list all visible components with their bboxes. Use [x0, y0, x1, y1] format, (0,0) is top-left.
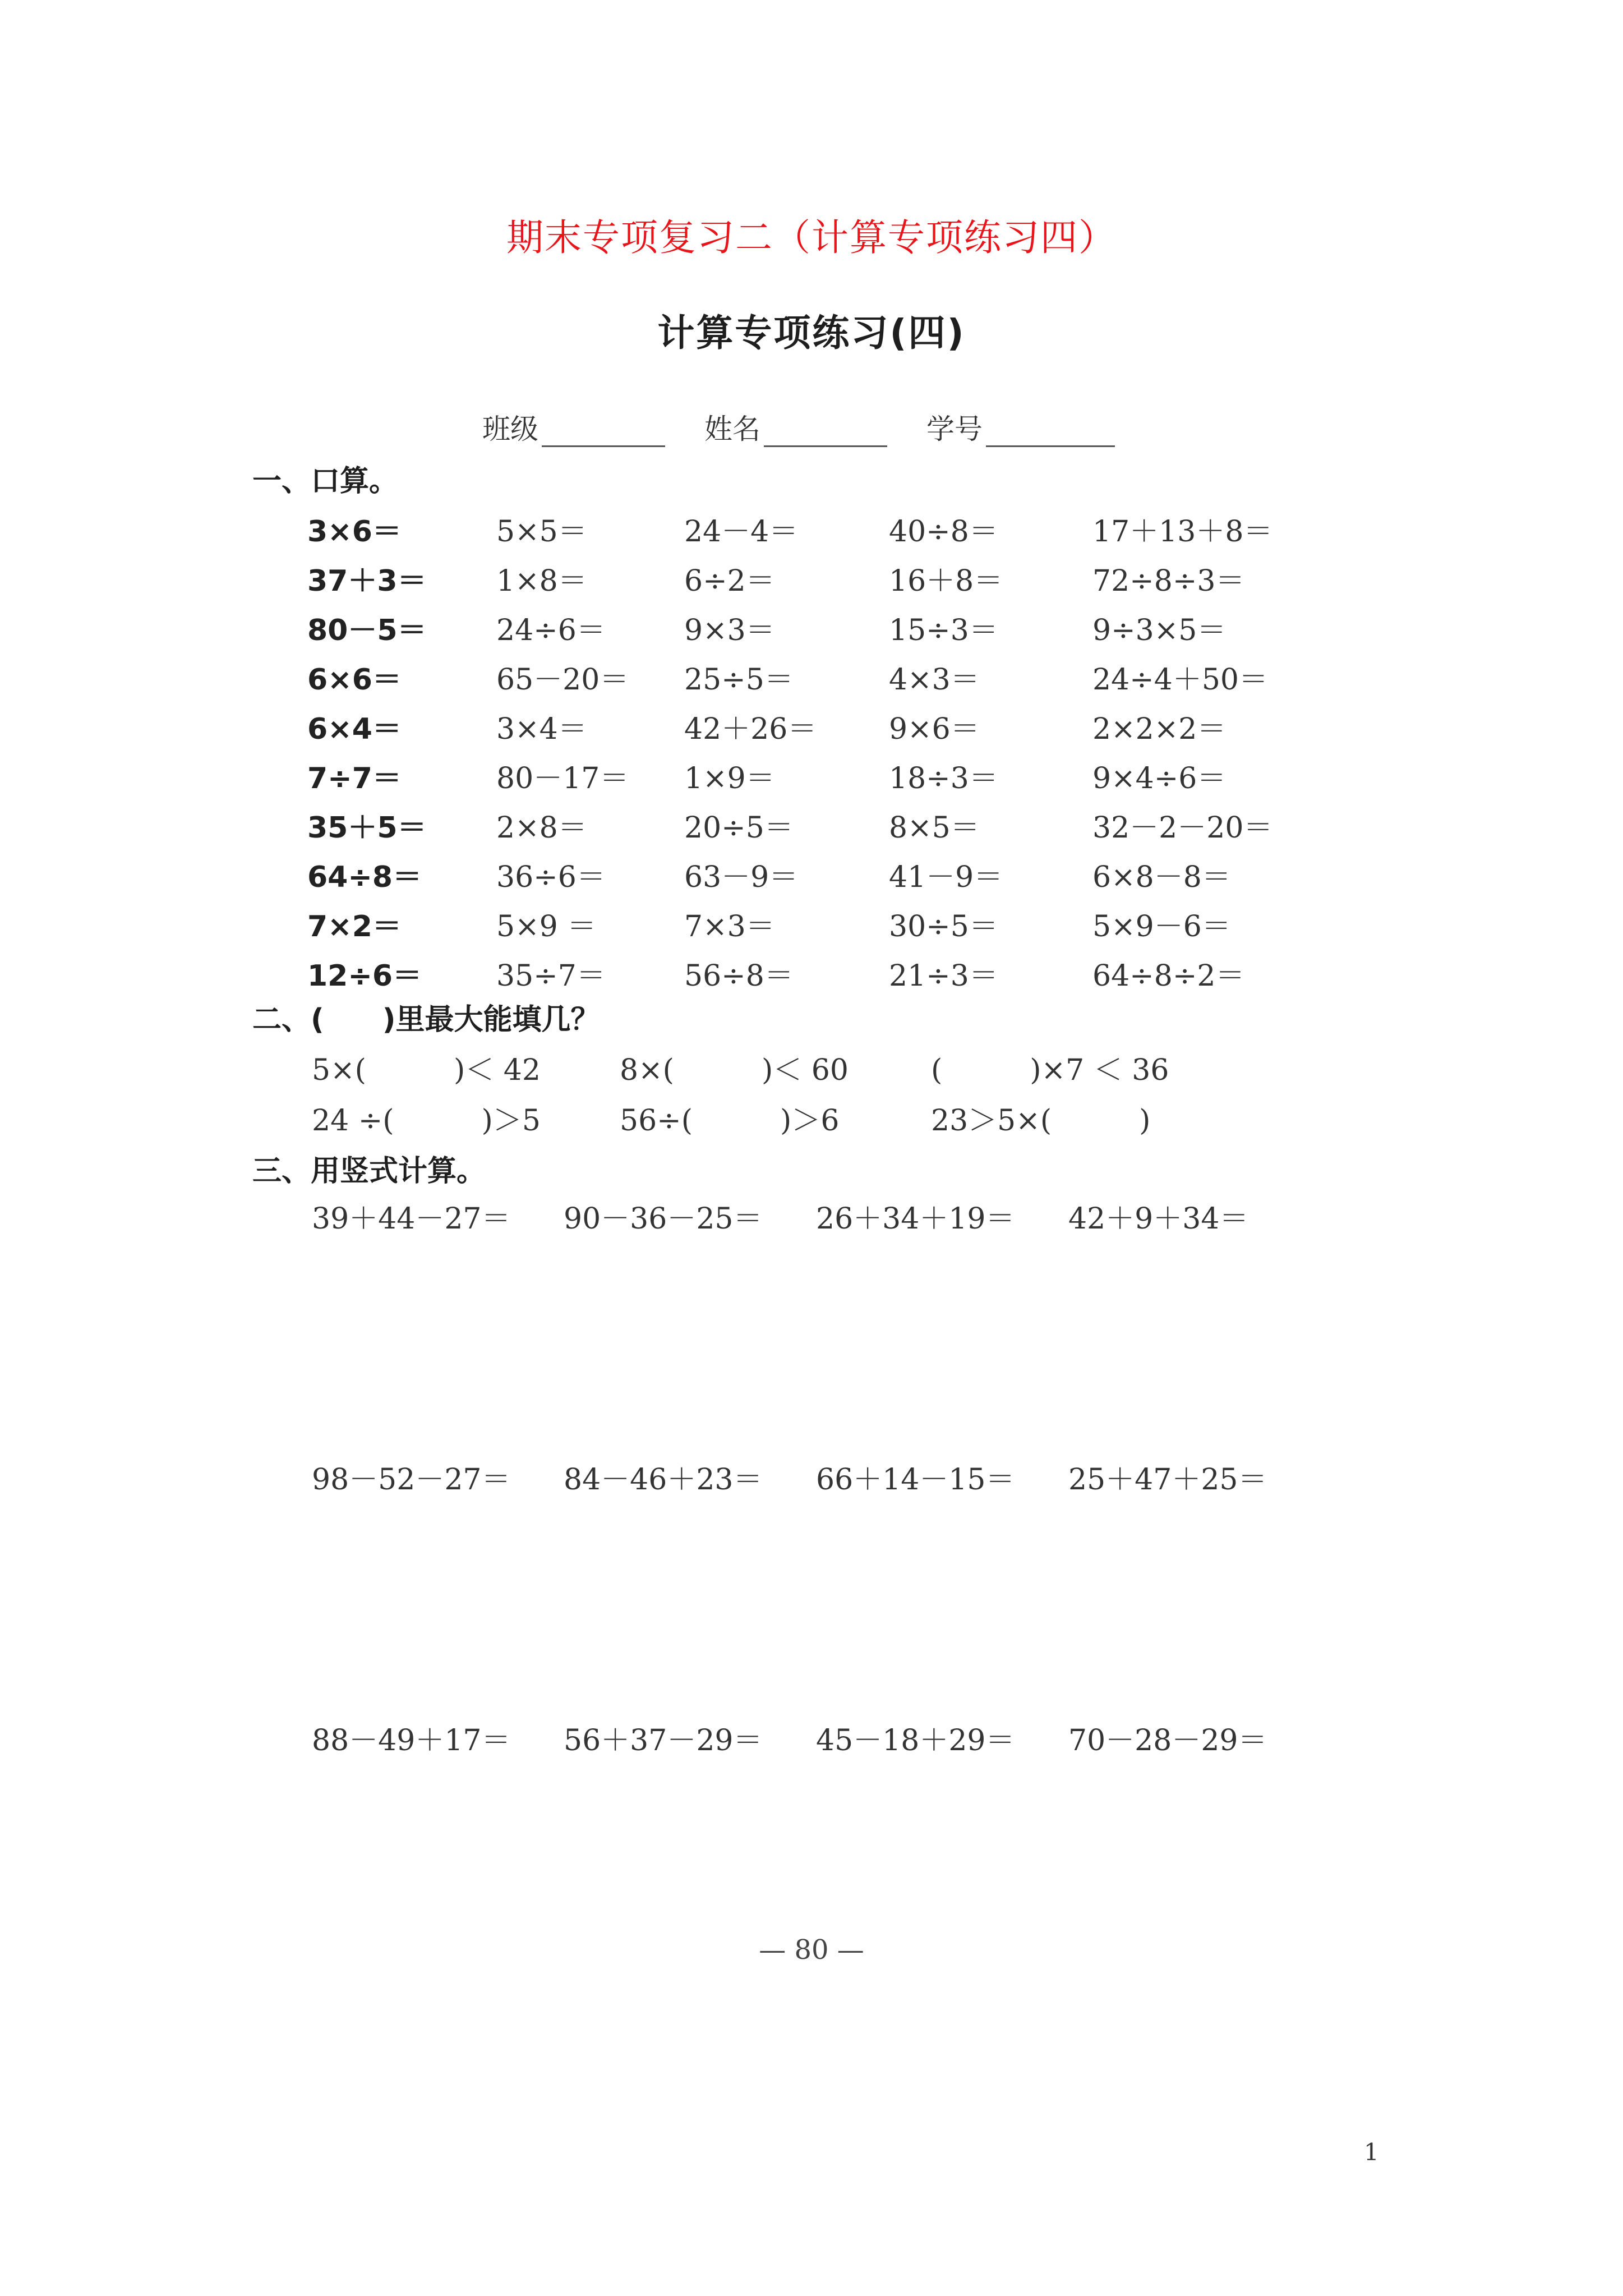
problem-item: 8×( )＜ 60 — [620, 1053, 849, 1087]
problem-item: 3×4＝ — [496, 712, 587, 746]
problem-item: 5×( )＜ 42 — [312, 1053, 541, 1087]
student-info-row — [482, 407, 1115, 447]
problem-item: 41－9＝ — [889, 861, 1003, 894]
problem-item: 98－52－27＝ — [312, 1463, 511, 1497]
problem-item: 6×4＝ — [307, 712, 402, 746]
problem-item: 25＋47＋25＝ — [1068, 1463, 1267, 1497]
problem-item: 56÷8＝ — [684, 959, 794, 993]
problem-item: 1×9＝ — [684, 762, 775, 795]
problem-item: 2×8＝ — [496, 811, 587, 845]
section3-heading: 三、用竖式计算。 — [252, 1154, 486, 1188]
problem-item: 64÷8＝ — [307, 861, 422, 894]
problem-item: 42＋9＋34＝ — [1068, 1202, 1249, 1236]
problem-item: 84－46＋23＝ — [564, 1463, 763, 1497]
name-field — [704, 407, 887, 447]
problem-item: 18÷3＝ — [889, 762, 998, 795]
problem-item: 30÷5＝ — [889, 910, 998, 944]
problem-item: 15÷3＝ — [889, 614, 998, 647]
page-number: 1 — [1364, 2138, 1379, 2166]
problem-item: 70－28－29＝ — [1068, 1724, 1267, 1757]
class-label: 班级 — [482, 413, 538, 445]
problem-item: 5×9 ＝ — [496, 910, 597, 944]
problem-item: 7×3＝ — [684, 910, 775, 944]
problem-item: 1×8＝ — [496, 564, 587, 598]
class-blank — [542, 420, 665, 447]
problem-item: 5×9－6＝ — [1092, 910, 1231, 944]
problem-item: 40÷8＝ — [889, 515, 998, 549]
problem-item: 6×8－8＝ — [1092, 861, 1231, 894]
problem-item: 6÷2＝ — [684, 564, 775, 598]
student-id-field — [926, 407, 1115, 447]
name-blank — [764, 420, 887, 447]
section2-heading: 二、( )里最大能填几？ — [252, 1003, 600, 1037]
problem-item: 32－2－20＝ — [1092, 811, 1273, 845]
problem-item: 23＞5×( ) — [931, 1104, 1151, 1138]
problem-item: 90－36－25＝ — [564, 1202, 763, 1236]
problem-item: 9÷3×5＝ — [1092, 614, 1227, 647]
problem-item: 8×5＝ — [889, 811, 980, 845]
problem-item: 56＋37－29＝ — [564, 1724, 763, 1757]
student-id-label: 学号 — [926, 413, 983, 445]
problem-item: 36÷6＝ — [496, 861, 606, 894]
problem-item: 7×2＝ — [307, 910, 402, 944]
problem-item: 16＋8＝ — [889, 564, 1003, 598]
page-marker: — 80 — — [759, 1934, 864, 1966]
problem-item: 35＋5＝ — [307, 811, 427, 845]
student-id-blank — [986, 420, 1115, 447]
problem-item: 66＋14－15＝ — [816, 1463, 1015, 1497]
problem-item: 24÷6＝ — [496, 614, 606, 647]
problem-item: 12÷6＝ — [307, 959, 422, 993]
problem-item: 3×6＝ — [307, 515, 402, 549]
problem-item: 37＋3＝ — [307, 564, 427, 598]
problem-item: 72÷8÷3＝ — [1092, 564, 1245, 598]
problem-item: 65－20＝ — [496, 663, 629, 697]
problem-item: 88－49＋17＝ — [312, 1724, 511, 1757]
problem-item: 80－17＝ — [496, 762, 629, 795]
problem-item: 17＋13＋8＝ — [1092, 515, 1273, 549]
problem-item: 20÷5＝ — [684, 811, 794, 845]
problem-item: 45－18＋29＝ — [816, 1724, 1015, 1757]
problem-item: 64÷8÷2＝ — [1092, 959, 1245, 993]
problem-item: 25÷5＝ — [684, 663, 794, 697]
problem-item: 9×4÷6＝ — [1092, 762, 1227, 795]
name-label: 姓名 — [704, 413, 760, 445]
problem-item: 4×3＝ — [889, 663, 980, 697]
problem-item: 2×2×2＝ — [1092, 712, 1227, 746]
problem-item: 42＋26＝ — [684, 712, 817, 746]
problem-item: 39＋44－27＝ — [312, 1202, 511, 1236]
problem-item: 56÷( )＞6 — [620, 1104, 840, 1138]
problem-item: 7÷7＝ — [307, 762, 402, 795]
problem-item: 5×5＝ — [496, 515, 587, 549]
problem-item: 6×6＝ — [307, 663, 402, 697]
class-field — [482, 407, 665, 447]
problem-item: 35÷7＝ — [496, 959, 606, 993]
worksheet-title: 计算专项练习(四) — [657, 311, 966, 355]
problem-item: 24－4＝ — [684, 515, 799, 549]
red-title: 期末专项复习二（计算专项练习四） — [506, 216, 1117, 259]
problem-item: 9×6＝ — [889, 712, 980, 746]
problem-item: 26＋34＋19＝ — [816, 1202, 1015, 1236]
problem-item: 63－9＝ — [684, 861, 799, 894]
problem-item: 80－5＝ — [307, 614, 427, 647]
problem-item: ( )×7 ＜ 36 — [931, 1053, 1169, 1087]
problem-item: 24 ÷( )＞5 — [312, 1104, 541, 1138]
section1-heading: 一、口算。 — [252, 464, 399, 498]
problem-item: 21÷3＝ — [889, 959, 998, 993]
problem-item: 9×3＝ — [684, 614, 775, 647]
problem-item: 24÷4＋50＝ — [1092, 663, 1268, 697]
